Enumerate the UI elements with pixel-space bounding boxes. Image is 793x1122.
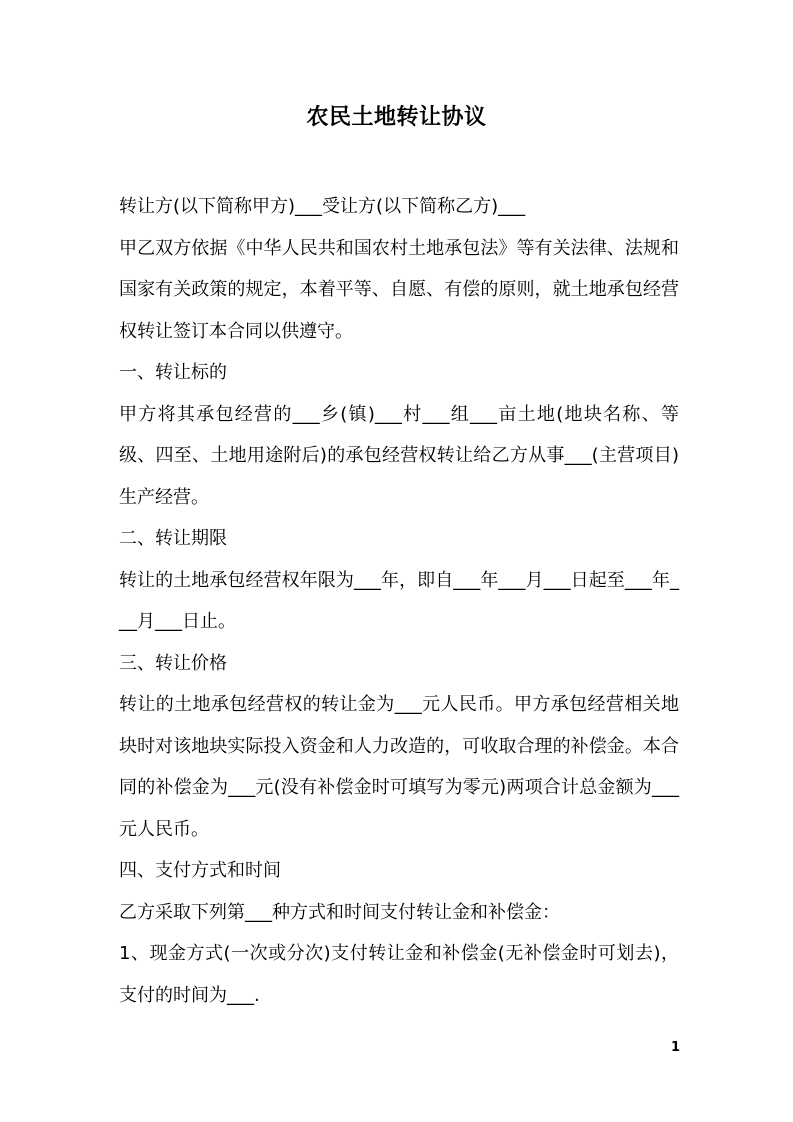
parties-line: 转让方(以下简称甲方)___受让方(以下简称乙方)___ [119, 196, 526, 217]
preamble-paragraph: 甲乙双方依据《中华人民共和国农村土地承包法》等有关法律、法规和国家有关政策的规定，本着平等、自愿、有偿的原则，就土地承包经营权转让签订本合同以供遵守。 [119, 237, 679, 342]
term-paragraph: 转让的土地承包经营权年限为___年，即自___年___月___日起至___年___月___日止。 [119, 569, 679, 632]
document-title: 农民土地转让协议 [306, 105, 487, 130]
price-paragraph: 转让的土地承包经营权的转让金为___元人民币。甲方承包经营相关地块时对该地块实际投入资金和人力改造的，可收取合理的补偿金。本合同的补偿金为___元(没有补偿金时可填写为零元)两项合计总金额为___元人民币。 [119, 694, 679, 840]
section-heading-payment: 四、支付方式和时间 [119, 860, 281, 881]
payment-intro-paragraph: 乙方采取下列第___种方式和时间支付转让金和补偿金： [119, 901, 560, 923]
section-heading-term: 二、转让期限 [119, 528, 227, 549]
document-body [119, 186, 679, 1016]
payment-option-cash: 1、现金方式(一次或分次)支付转让金和补偿金(无补偿金时可划去)，支付的时间为___. [119, 943, 679, 1006]
page-number: 1 [670, 1040, 680, 1055]
section-heading-price: 三、转让价格 [119, 652, 227, 674]
subject-paragraph: 甲方将其承包经营的___乡(镇)___村___组___亩土地(地块名称、等级、四至、土地用途附后)的承包经营权转让给乙方从事___(主营项目)生产经营。 [119, 403, 679, 508]
section-heading-subject: 一、转让标的 [119, 362, 227, 383]
